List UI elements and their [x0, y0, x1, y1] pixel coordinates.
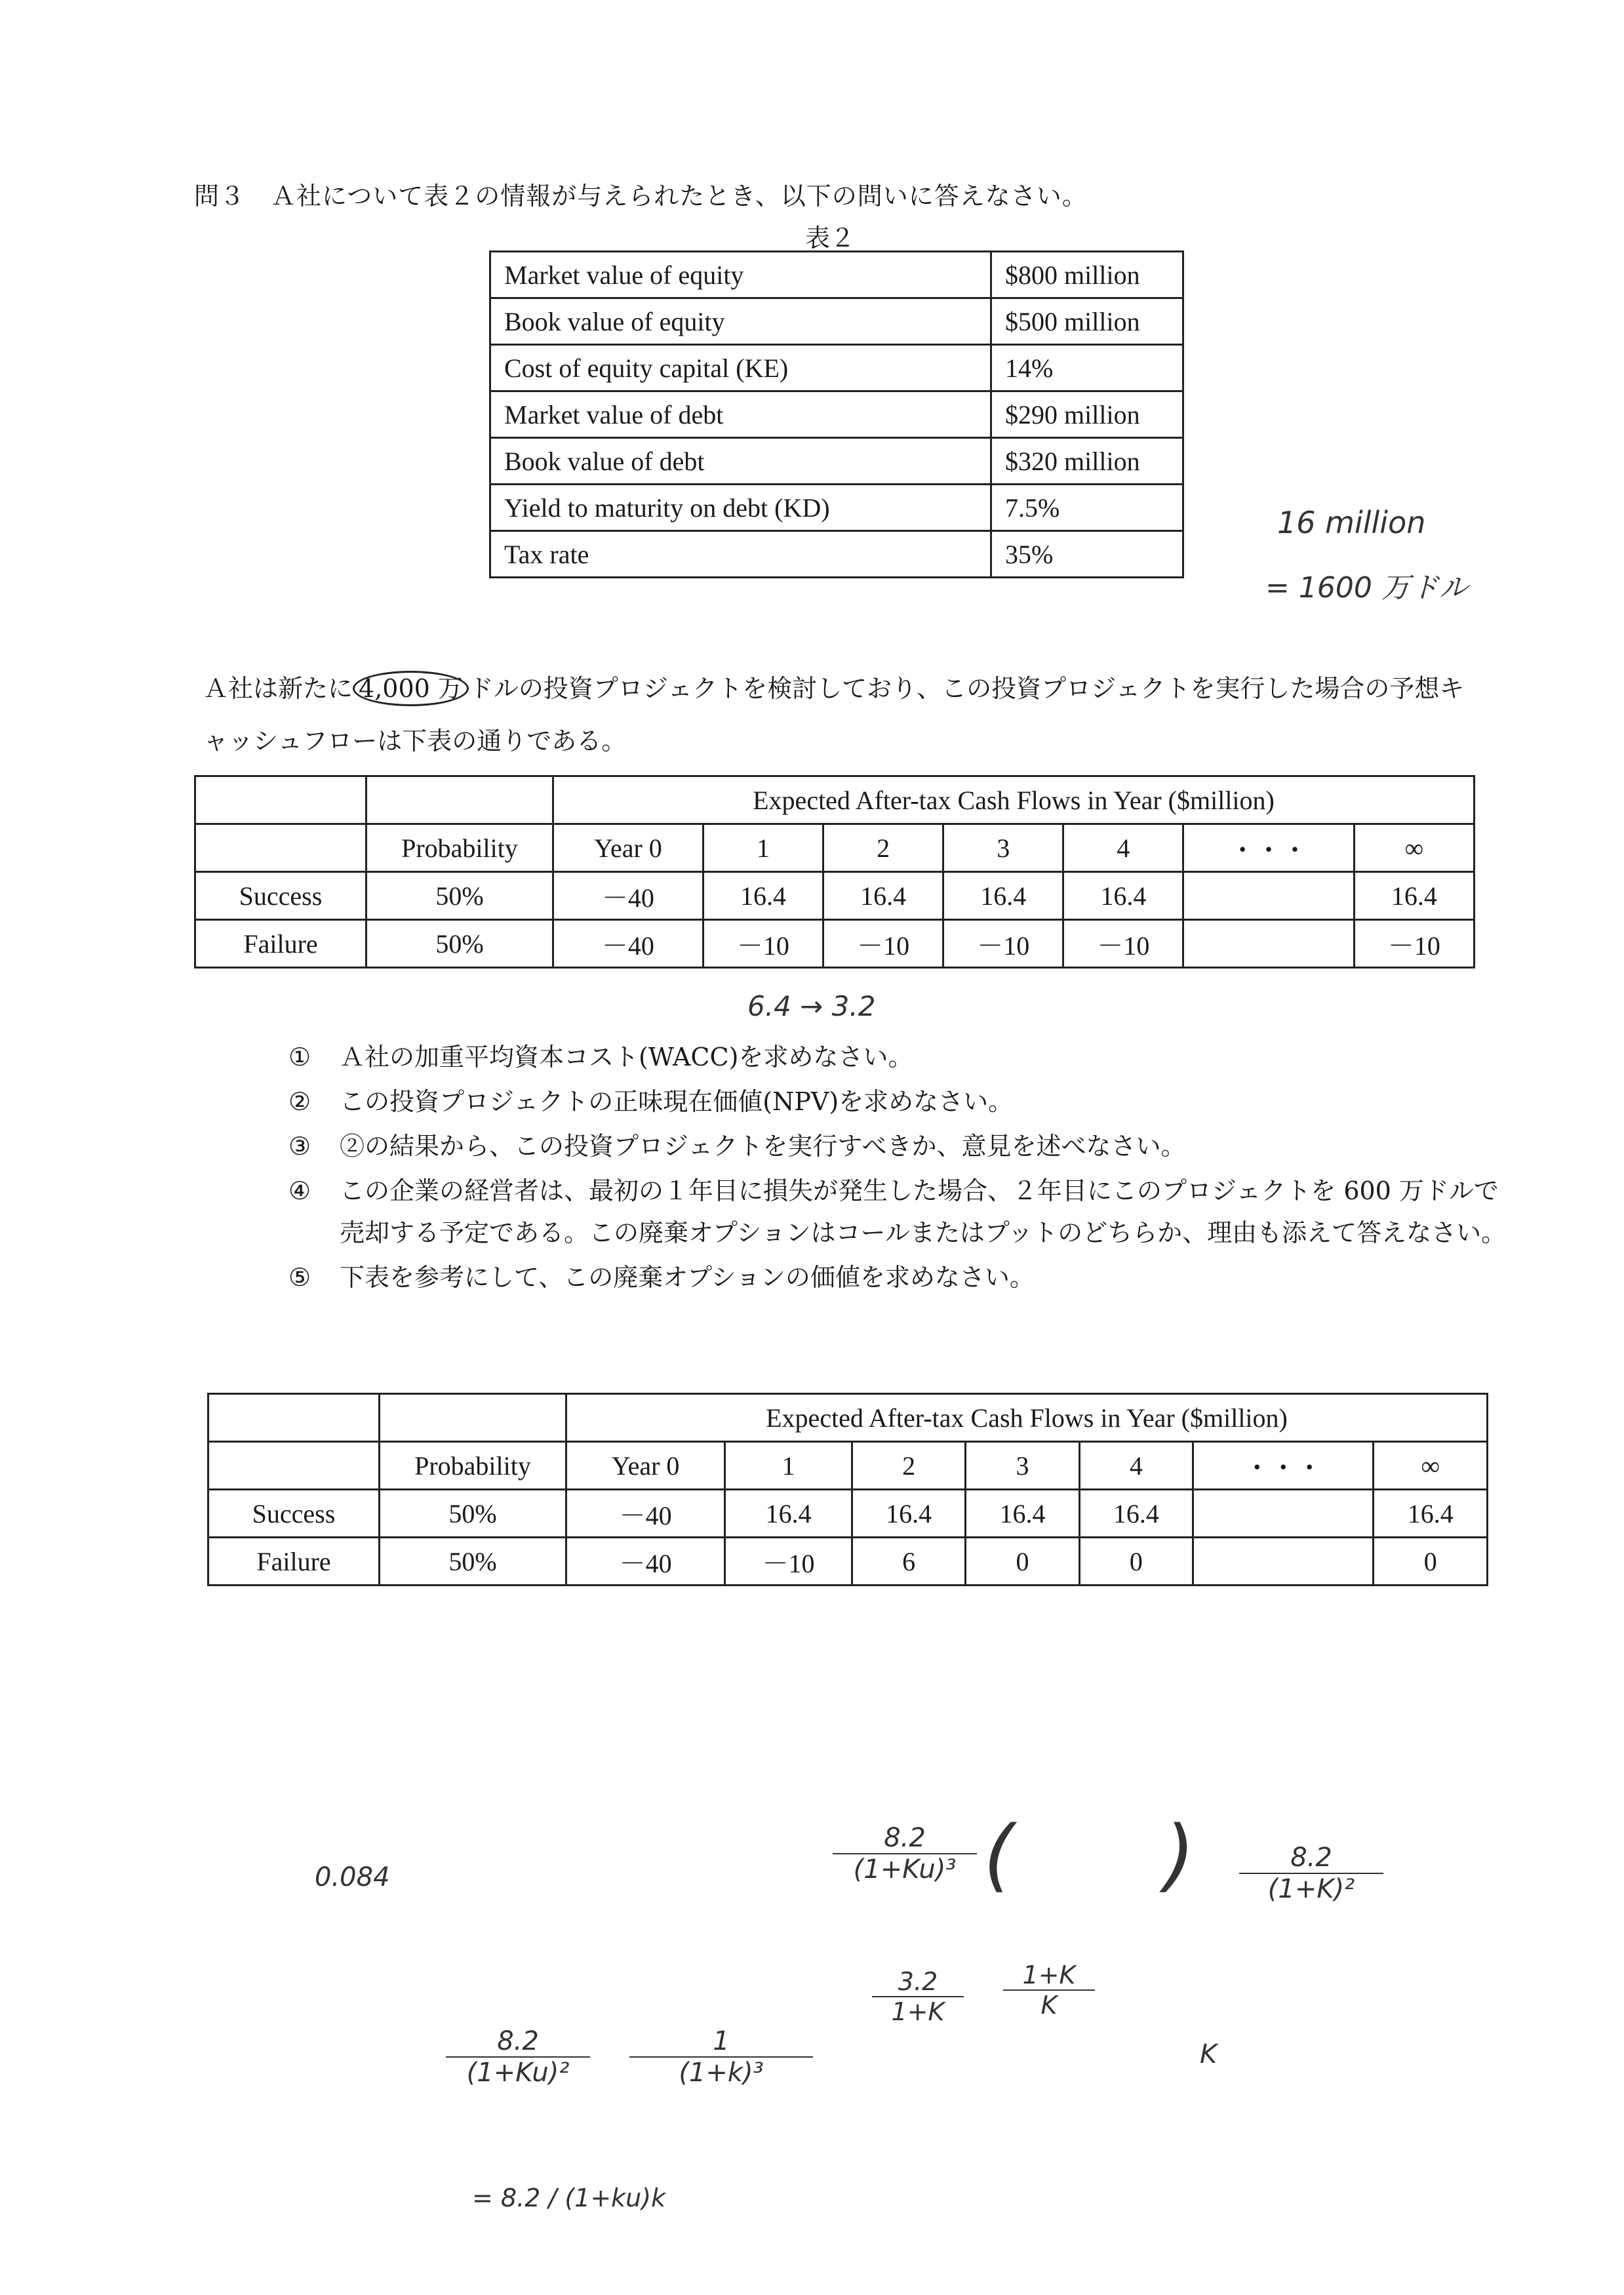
handwritten-note: 0.084: [315, 1862, 390, 1892]
table-header: Expected After-tax Cash Flows in Year ($million): [566, 1394, 1488, 1442]
table-cell: 16.4: [1354, 872, 1474, 920]
column-header: Probability: [380, 1442, 566, 1490]
column-header: Year 0: [553, 824, 703, 872]
table-cell: －10: [1063, 920, 1183, 968]
lead-paragraph: Ａ社は新たに 4,000 万 ドルの投資プロジェクトを検討しており、この投資プロジェクトを実行した場合の予想キャッシュフローは下表の通りである。: [203, 662, 1488, 767]
table-cell-label: Book value of equity: [490, 298, 991, 345]
table-cell: 16.4: [966, 1490, 1079, 1538]
column-header: 1: [703, 824, 823, 872]
column-header: 4: [1079, 1442, 1193, 1490]
row-label: Success: [195, 872, 366, 920]
table-cell: －40: [553, 920, 703, 968]
table-cell: 50%: [366, 920, 553, 968]
table-row: [208, 1490, 1488, 1538]
handwritten-note: K: [1200, 2039, 1218, 2069]
column-header: ∞: [1374, 1442, 1488, 1490]
handwritten-formula: 3.2 1+K: [872, 1967, 964, 2026]
table-cell: 16.4: [823, 872, 943, 920]
table-row: [195, 920, 1475, 968]
table-header-row: [195, 776, 1475, 824]
table-cell-empty: [208, 1442, 380, 1490]
question-item: [288, 1036, 1508, 1078]
question-number: ⑤: [288, 1263, 311, 1292]
table-cell-empty: [380, 1394, 566, 1442]
table-cell: [1183, 920, 1354, 968]
row-label: Success: [208, 1490, 380, 1538]
table-cell: 0: [1374, 1538, 1488, 1586]
table-cell-empty: [208, 1394, 380, 1442]
column-header: ・・・: [1193, 1442, 1374, 1490]
column-header: 3: [943, 824, 1063, 872]
question-item: [288, 1256, 1508, 1298]
cashflow-table-1: [194, 775, 1475, 968]
question-list: [288, 1036, 1508, 1301]
table-cell-value: $320 million: [991, 438, 1183, 485]
table-cell-label: Book value of debt: [490, 438, 991, 485]
table-row: [490, 252, 1183, 298]
table-cell: －40: [566, 1538, 725, 1586]
table-row: [490, 391, 1183, 438]
question-item: [288, 1170, 1508, 1254]
table-row: [490, 345, 1183, 391]
question-text: この投資プロジェクトの正味現在価値(NPV)を求めなさい。: [340, 1087, 1014, 1116]
column-header: 3: [966, 1442, 1079, 1490]
table2: [489, 250, 1184, 578]
table-cell: 16.4: [725, 1490, 852, 1538]
column-header: 2: [823, 824, 943, 872]
table-cell-empty: [195, 776, 366, 824]
table-cell-label: Market value of debt: [490, 391, 991, 438]
table-cell: －10: [725, 1538, 852, 1586]
table2-caption: 表２: [805, 224, 856, 252]
question-text: 下表を参考にして、この廃棄オプションの価値を求めなさい。: [340, 1263, 1035, 1292]
table-cell: －40: [553, 872, 703, 920]
table-cell-label: Tax rate: [490, 531, 991, 578]
table-cell: 16.4: [852, 1490, 965, 1538]
table-cell: 16.4: [1063, 872, 1183, 920]
column-header: 4: [1063, 824, 1183, 872]
handwritten-formula: 1+K K: [1003, 1961, 1095, 2020]
table-cell-value: $800 million: [991, 252, 1183, 298]
handwritten-formula: 1 (1+k)³: [629, 2026, 813, 2088]
question-text: ②の結果から、この投資プロジェクトを実行すべきか、意見を述べなさい。: [340, 1132, 1186, 1161]
row-label: Failure: [195, 920, 366, 968]
column-header: 1: [725, 1442, 852, 1490]
table-row: [490, 298, 1183, 345]
table-row: [490, 485, 1183, 531]
handwritten-paren: ( ): [983, 1810, 1195, 1901]
column-header: ・・・: [1183, 824, 1354, 872]
table-cell: 50%: [366, 872, 553, 920]
table-cell-empty: [366, 776, 553, 824]
question-text: Ａ社の加重平均資本コスト(WACC)を求めなさい。: [340, 1043, 913, 1071]
table-cell-value: 35%: [991, 531, 1183, 578]
cashflow-table-2: [207, 1393, 1488, 1586]
table-cell: 16.4: [703, 872, 823, 920]
question-title: 問３ Ａ社について表２の情報が与えられたとき、以下の問いに答えなさい。: [194, 182, 1088, 210]
column-header: Probability: [366, 824, 553, 872]
handwritten-formula: 8.2 (1+K)²: [1239, 1843, 1383, 1904]
table-cell-value: $500 million: [991, 298, 1183, 345]
table-cell: [1193, 1490, 1374, 1538]
table-cell: －10: [703, 920, 823, 968]
question-item: [288, 1125, 1508, 1167]
table-cell: 50%: [380, 1538, 566, 1586]
question-number: ④: [288, 1176, 311, 1205]
table-cell: 16.4: [1374, 1490, 1488, 1538]
table-cell: [1183, 872, 1354, 920]
question-item: [288, 1081, 1508, 1123]
table-cell: －10: [823, 920, 943, 968]
table-cell: 0: [1079, 1538, 1193, 1586]
table-cell: －10: [943, 920, 1063, 968]
handwritten-note: = 1600 万ドル: [1265, 571, 1468, 605]
table-header-row: [195, 824, 1475, 872]
question-number: ③: [288, 1132, 311, 1161]
table-row: [195, 872, 1475, 920]
table-header: Expected After-tax Cash Flows in Year ($million): [553, 776, 1475, 824]
table-header-row: [208, 1394, 1488, 1442]
question-number: ②: [288, 1087, 311, 1116]
table-header-row: [208, 1442, 1488, 1490]
table-cell: －10: [1354, 920, 1474, 968]
handwritten-note: 16 million: [1277, 505, 1426, 540]
table-cell-value: 14%: [991, 345, 1183, 391]
table-cell-label: Market value of equity: [490, 252, 991, 298]
handwritten-formula: 8.2 (1+Ku)³: [833, 1823, 977, 1885]
table-cell: －40: [566, 1490, 725, 1538]
column-header: 2: [852, 1442, 965, 1490]
table-cell: 16.4: [943, 872, 1063, 920]
table-row: [208, 1538, 1488, 1586]
table-cell-value: $290 million: [991, 391, 1183, 438]
table-cell-label: Cost of equity capital (KE): [490, 345, 991, 391]
table-cell: 6: [852, 1538, 965, 1586]
column-header: ∞: [1354, 824, 1474, 872]
handwritten-note: = 8.2 / (1+ku)k: [472, 2184, 666, 2212]
table-row: [490, 438, 1183, 485]
table-cell: [1193, 1538, 1374, 1586]
question-text: この企業の経営者は、最初の１年目に損失が発生した場合、２年目にこのプロジェクトを 600 万ドルで売却する予定である。この廃棄オプションはコールまたはプットのどちらか、理由も添えて答えなさい。: [340, 1176, 1507, 1247]
handwritten-formula: 8.2 (1+Ku)²: [446, 2026, 590, 2088]
circled-amount: 4,000 万: [353, 671, 469, 706]
table-cell-label: Yield to maturity on debt (KD): [490, 485, 991, 531]
column-header: Year 0: [566, 1442, 725, 1490]
row-label: Failure: [208, 1538, 380, 1586]
table-cell-value: 7.5%: [991, 485, 1183, 531]
table-row: [490, 531, 1183, 578]
question-number: ①: [288, 1043, 311, 1071]
table-cell: 0: [966, 1538, 1079, 1586]
handwritten-note: 6.4 → 3.2: [747, 990, 876, 1022]
table-cell-empty: [195, 824, 366, 872]
table-cell: 16.4: [1079, 1490, 1193, 1538]
table-cell: 50%: [380, 1490, 566, 1538]
